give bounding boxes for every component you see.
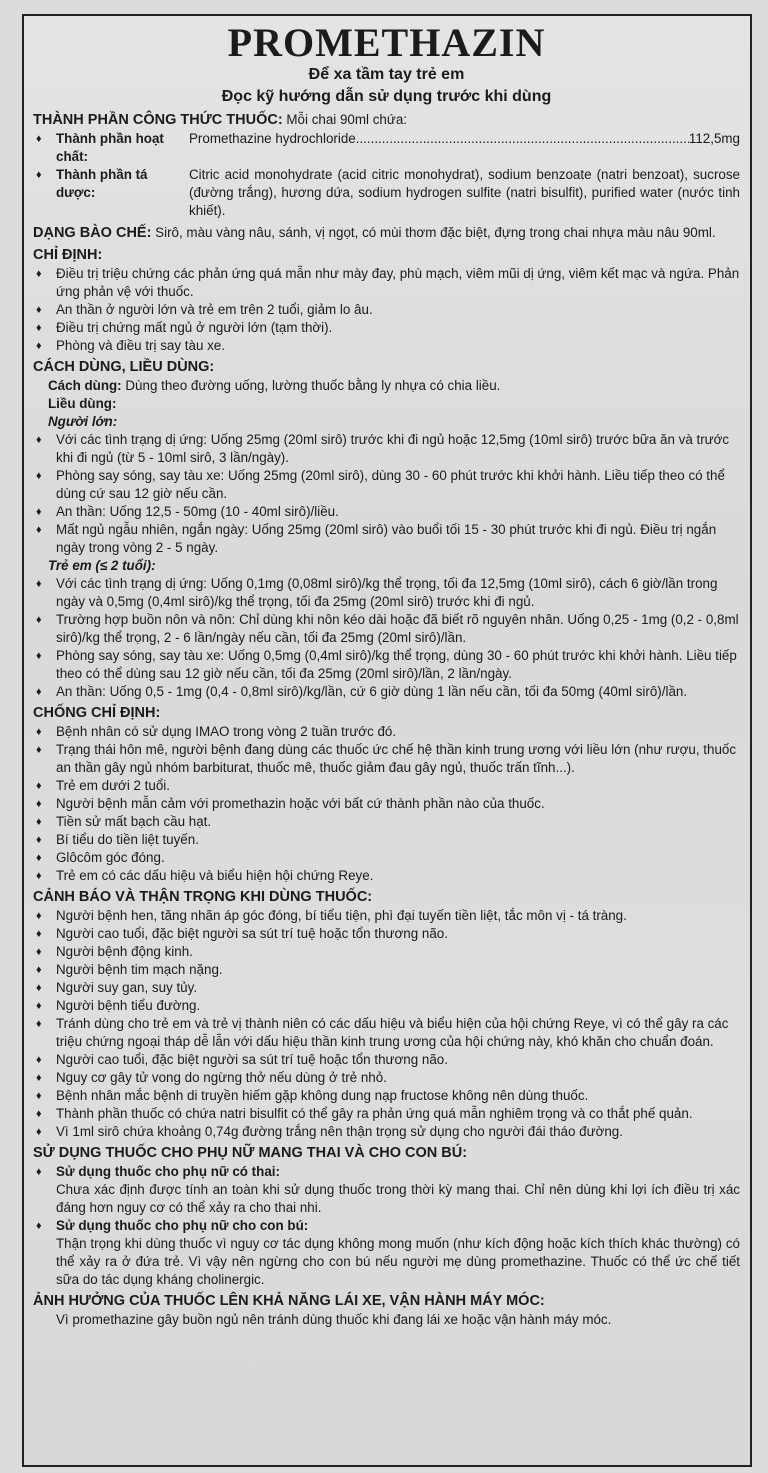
warning-item: ♦ Người bệnh tiểu đường. [33,997,740,1015]
driving-text: Vì promethazine gây buồn ngủ nên tránh dùng thuốc khi đang lái xe hoặc vận hành máy móc. [56,1312,612,1327]
product-title: PROMETHAZIN [227,20,546,65]
leaflet-content [24,22,750,1329]
composition-list [33,130,740,220]
driving-heading: ẢNH HƯỞNG CỦA THUỐC LÊN KHẢ NĂNG LÁI XE, VẬN HÀNH MÁY MÓC: [33,1293,545,1309]
warning-item: ♦ Tránh dùng cho trẻ em và trẻ vị thành niên có các dấu hiệu và biểu hiện của hội chứng Reye, vì có thể gây ra các triệu chứng ngoại tháp dễ lẫn với dấu hiệu thần kinh trung ương của hội chứng này, khó khăn cho chuẩn đoán. [33,1015,740,1051]
contraindication-item: ♦ Bệnh nhân có sử dụng IMAO trong vòng 2 tuần trước đó. [33,723,740,741]
warning-item: ♦ Thành phần thuốc có chứa natri bisulfit có thể gây ra phản ứng quá mẫn nghiêm trọng và co thắt phế quản. [33,1105,740,1123]
dosage-form-section [33,224,740,243]
contraindication-item: ♦ Glôcôm góc đóng. [33,849,740,867]
adult-dose-item: ♦ Với các tình trạng dị ứng: Uống 25mg (20ml sirô) trước khi đi ngủ hoặc 12,5mg (10ml sirô) trước bữa ăn và trước khi đi ngủ (từ 5 - 10ml sirô, 3 lần/ngày). [33,431,740,467]
indication-item: ♦ An thần ở người lớn và trẻ em trên 2 tuổi, giảm lo âu. [33,301,740,319]
contraindication-item: ♦ Trẻ em có các dấu hiệu và biểu hiện hội chứng Reye. [33,867,740,885]
indication-item: ♦ Phòng và điều trị say tàu xe. [33,337,740,355]
contraindication-item: ♦ Trạng thái hôn mê, người bệnh đang dùng các thuốc ức chế hệ thần kinh trung ương với liều lớn (như rượu, thuốc an thần gây ngủ nhóm barbiturat, thuốc mê, thuốc giảm đau gây ngủ, thuốc trấn tĩnh...). [33,741,740,777]
usage-label: Cách dùng: [48,378,122,393]
contraindication-item: ♦ Người bệnh mẫn cảm với promethazin hoặc với bất cứ thành phần nào của thuốc. [33,795,740,813]
read-instructions-warning: Đọc kỹ hướng dẫn sử dụng trước khi dùng [221,88,552,105]
adult-dose-item: ♦ Phòng say sóng, say tàu xe: Uống 25mg (20ml sirô), dùng 30 - 60 phút trước khi khởi hành. Liều tiếp theo có thể dùng cứ sau 12 giờ nếu cần. [33,467,740,503]
dosage-heading: CÁCH DÙNG, LIỀU DÙNG: [33,359,215,375]
indication-item: ♦ Điều trị chứng mất ngủ ở người lớn (tạm thời). [33,319,740,337]
indication-item: ♦ Điều trị triệu chứng các phản ứng quá mẫn như mày đay, phù mạch, viêm mũi dị ứng, viêm kết mạc và ngứa. Phản ứng phản vệ với thuốc. [33,265,740,301]
warning-item: ♦ Người bệnh tim mạch nặng. [33,961,740,979]
adult-dose-list [33,431,740,557]
dosage-form-heading: DẠNG BÀO CHẾ: [33,225,152,241]
composition-intro: Mỗi chai 90ml chứa: [286,112,407,127]
excipient-row [33,166,740,220]
nursing-text: Thận trọng khi dùng thuốc vì nguy cơ tác dụng không mong muốn (như kích động hoặc kích thích khác thường) có thể xảy ra ở đứa trẻ. Vì vậy nên ngừng cho con bú nếu người mẹ dùng promethazine. Thuốc có thể ức chế tiết sữa do tác dụng kháng cholinergic. [56,1236,740,1287]
child-label: Trẻ em (≤ 2 tuổi): [48,558,156,573]
adult-dose-item: ♦ Mất ngủ ngẫu nhiên, ngắn ngày: Uống 25mg (20ml sirô) vào buổi tối 15 - 30 phút trước khi đi ngủ. Điều trị ngắn ngày trong vòng 2 - 5 ngày. [33,521,740,557]
adult-dose-item: ♦ An thần: Uống 12,5 - 50mg (10 - 40ml sirô)/liều. [33,503,740,521]
indications-list [33,265,740,355]
usage-line [33,377,740,395]
contraindications-list [33,723,740,885]
dose-label: Liều dùng: [48,396,117,411]
warning-item: ♦ Bệnh nhân mắc bệnh di truyền hiếm gặp không dung nạp fructose không nên dùng thuốc. [33,1087,740,1105]
nursing-label: ♦ Sử dụng thuốc cho phụ nữ cho con bú: [56,1218,309,1233]
pregnant-label: ♦ Sử dụng thuốc cho phụ nữ có thai: [56,1164,280,1179]
pregnant-item [33,1163,740,1217]
keep-away-warning: Để xa tầm tay trẻ em [308,66,465,83]
child-dose-list [33,575,740,701]
child-dose-item: ♦ Với các tình trạng dị ứng: Uống 0,1mg (0,08ml sirô)/kg thể trọng, tối đa 12,5mg (10ml sirô), cách 6 giờ/lần trong ngày và 0,5mg (0,4ml sirô)/kg thể trọng, tối đa 25mg (20ml sirô) trước khi đi ngủ. [33,575,740,611]
pregnancy-list [33,1163,740,1289]
warnings-heading: CẢNH BÁO VÀ THẬN TRỌNG KHI DÙNG THUỐC: [33,889,373,905]
warning-item: ♦ Người suy gan, suy tủy. [33,979,740,997]
contraindication-item: ♦ Bí tiểu do tiền liệt tuyến. [33,831,740,849]
active-ingredient-row [33,130,740,166]
composition-heading: THÀNH PHẦN CÔNG THỨC THUỐC: [33,112,283,128]
nursing-item [33,1217,740,1289]
active-ingredient-label: ♦ Thành phần hoạt chất: [56,131,164,164]
dosage-form-text: Sirô, màu vàng nâu, sánh, vị ngọt, có mùi thơm đặc biệt, đựng trong chai nhựa màu nâu 90ml. [155,225,716,240]
pregnant-text: Chưa xác định được tính an toàn khi sử dụng thuốc trong thời kỳ mang thai. Chỉ nên dùng khi lợi ích điều trị xác đáng hơn nguy cơ có thể xảy ra cho thai nhi. [56,1182,740,1215]
adult-label: Người lớn: [48,414,118,429]
dot-leader [356,130,689,166]
indications-heading: CHỈ ĐỊNH: [33,247,103,263]
warning-item: ♦ Người bệnh hen, tăng nhãn áp góc đóng, bí tiểu tiện, phì đại tuyến tiền liệt, tắc môn vị - tá tràng. [33,907,740,925]
warning-item: ♦ Người cao tuổi, đặc biệt người sa sút trí tuệ hoặc tổn thương não. [33,1051,740,1069]
warning-item: ♦ Nguy cơ gây tử vong do ngừng thở nếu dùng ở trẻ nhỏ. [33,1069,740,1087]
warnings-list [33,907,740,1141]
leaflet-sheet [22,14,752,1467]
child-dose-item: ♦ Phòng say sóng, say tàu xe: Uống 0,5mg (0,4ml sirô)/kg thể trọng, dùng 30 - 60 phút trước khi khởi hành. Liều tiếp theo có thể dùng sau 12 giờ nếu cần, tối đa 25mg (20ml sirô)/lần, 2 lần/ngày. [33,647,740,683]
active-ingredient-name: Promethazine hydrochloride [189,131,356,146]
active-ingredient-amount: 112,5mg [688,131,740,146]
excipient-text: Citric acid monohydrate (acid citric monohydrat), sodium benzoate (natri benzoat), sucrose (đường trắng), hương dứa, sodium hydrogen sulfite (natri bisulfit), purified water (nước tinh khiết). [189,167,740,218]
warning-item: ♦ Vì 1ml sirô chứa khoảng 0,74g đường trắng nên thận trọng sử dụng cho người đái tháo đường. [33,1123,740,1141]
contraindications-heading: CHỐNG CHỈ ĐỊNH: [33,705,161,721]
child-dose-item: ♦ Trường hợp buồn nôn và nôn: Chỉ dùng khi nôn kéo dài hoặc đã biết rõ nguyên nhân. Uống 0,25 - 1mg (0,2 - 0,8ml sirô)/kg thể trọng, 2 - 6 lần/ngày nếu cần, tối đa 25mg (20ml sirô)/lần. [33,611,740,647]
composition-section [33,111,740,130]
pregnancy-heading: SỬ DỤNG THUỐC CHO PHỤ NỮ MANG THAI VÀ CHO CON BÚ: [33,1145,468,1161]
contraindication-item: ♦ Tiền sử mất bạch cầu hạt. [33,813,740,831]
child-dose-item: ♦ An thần: Uống 0,5 - 1mg (0,4 - 0,8ml sirô)/kg/lần, cứ 6 giờ dùng 1 lần nếu cần, tối đa 50mg (40ml sirô)/lần. [33,683,740,701]
usage-text: Dùng theo đường uống, lường thuốc bằng ly nhựa có chia liều. [125,378,501,393]
warning-item: ♦ Người cao tuổi, đặc biệt người sa sút trí tuệ hoặc tổn thương não. [33,925,740,943]
contraindication-item: ♦ Trẻ em dưới 2 tuổi. [33,777,740,795]
excipient-label: ♦ Thành phần tá dược: [56,167,148,200]
warning-item: ♦ Người bệnh động kinh. [33,943,740,961]
